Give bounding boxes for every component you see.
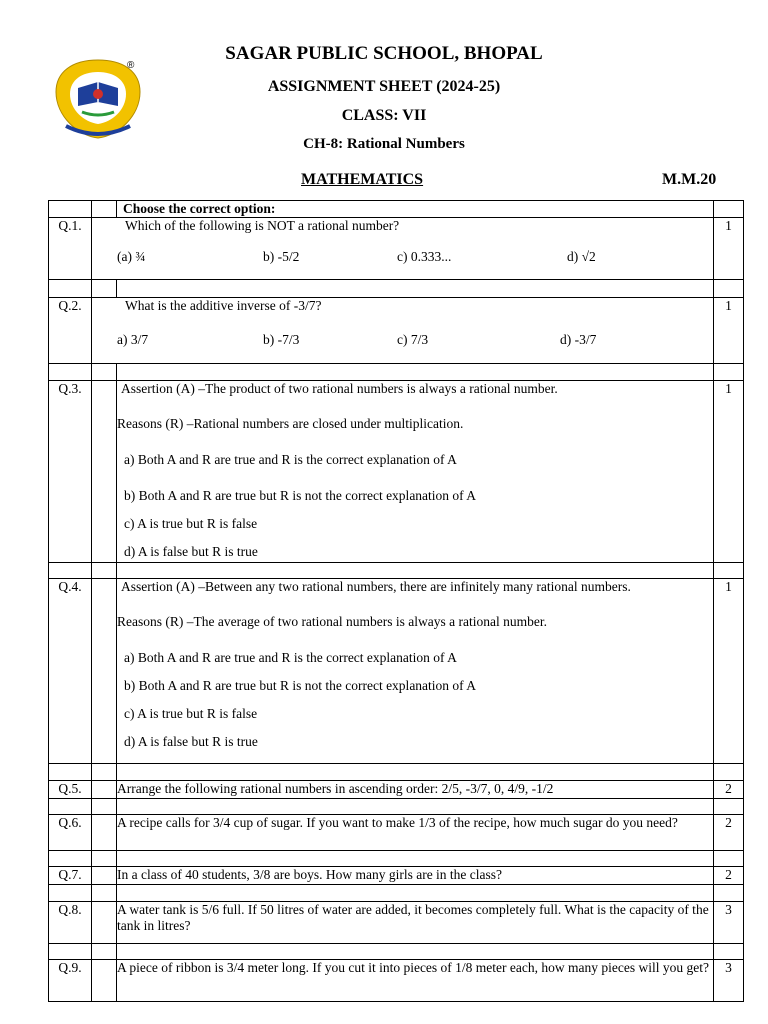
chapter-title: CH-8: Rational Numbers [303, 136, 465, 152]
spacer-row [49, 364, 744, 381]
reason-text: Reasons (R) –The average of two rational numbers is always a rational number. [117, 614, 547, 629]
spacer-row [49, 280, 744, 298]
question-text: A piece of ribbon is 3/4 meter long. If you cut it into pieces of 1/8 meter each, how many pieces will you get? [117, 960, 714, 1002]
question-number: Q.3. [49, 381, 92, 563]
choice-c: c) A is true but R is false [124, 706, 258, 721]
question-marks: 1 [714, 298, 744, 364]
option-c: c) 0.333... [397, 249, 452, 264]
spacer-row [49, 799, 744, 815]
option-a: (a) ¾ [117, 249, 146, 264]
assignment-title: ASSIGNMENT SHEET (2024-25) [267, 78, 501, 95]
option-a: a) 3/7 [117, 332, 149, 347]
subject-title: MATHEMATICS [301, 171, 424, 188]
question-marks: 2 [714, 815, 744, 851]
question-marks: 2 [714, 867, 744, 885]
reason-text: Reasons (R) –Rational numbers are closed under multiplication. [117, 416, 464, 431]
question-number: Q.9. [49, 960, 92, 1002]
choice-a: a) Both A and R are true and R is the correct explanation of A [124, 650, 457, 665]
spacer-row [49, 944, 744, 960]
question-number: Q.1. [49, 218, 92, 280]
assertion-text: Assertion (A) –The product of two rational numbers is always a rational number. [121, 381, 558, 396]
choice-d: d) A is false but R is true [124, 734, 258, 749]
registered-mark: ® [127, 60, 135, 71]
assertion-text: Assertion (A) –Between any two rational numbers, there are infinitely many rational numbers. [121, 579, 631, 594]
question-marks: 3 [714, 960, 744, 1002]
section-row [49, 201, 744, 218]
question-row-4 [49, 579, 744, 764]
section-label: Choose the correct option: [123, 201, 276, 216]
option-c: c) 7/3 [397, 332, 429, 347]
question-number: Q.7. [49, 867, 92, 885]
question-number: Q.2. [49, 298, 92, 364]
question-row-8 [49, 902, 744, 944]
question-row-2 [49, 298, 744, 364]
spacer-row [49, 764, 744, 781]
question-marks: 1 [714, 381, 744, 563]
question-marks: 1 [714, 218, 744, 280]
question-row-3 [49, 381, 744, 563]
question-text: A water tank is 5/6 full. If 50 litres of water are added, it becomes completely full. What is the capacity of the tank in litres? [117, 902, 714, 944]
question-number: Q.4. [49, 579, 92, 764]
question-text: What is the additive inverse of -3/7? [125, 298, 322, 313]
option-b: b) -7/3 [263, 332, 300, 347]
option-d: d) -3/7 [560, 332, 597, 347]
choice-c: c) A is true but R is false [124, 516, 258, 531]
option-b: b) -5/2 [263, 249, 300, 264]
question-marks: 3 [714, 902, 744, 944]
question-row-7 [49, 867, 744, 885]
question-text: Which of the following is NOT a rational number? [125, 218, 400, 233]
class-label: CLASS: VII [341, 107, 427, 124]
spacer-row [49, 885, 744, 902]
choice-d: d) A is false but R is true [124, 544, 258, 559]
question-row-1 [49, 218, 744, 280]
question-marks: 1 [714, 579, 744, 764]
school-name: SAGAR PUBLIC SCHOOL, BHOPAL [225, 43, 543, 64]
option-d: d) √2 [567, 249, 596, 264]
spacer-row [49, 851, 744, 867]
question-number: Q.6. [49, 815, 92, 851]
question-text: A recipe calls for 3/4 cup of sugar. If you want to make 1/3 of the recipe, how much sugar do you need? [117, 815, 714, 851]
question-row-6 [49, 815, 744, 851]
max-marks: M.M.20 [662, 171, 717, 188]
question-number: Q.5. [49, 781, 92, 799]
question-row-5 [49, 781, 744, 799]
spacer-row [49, 563, 744, 579]
question-text: In a class of 40 students, 3/8 are boys. How many girls are in the class? [117, 867, 714, 885]
question-marks: 2 [714, 781, 744, 799]
choice-b: b) Both A and R are true but R is not the correct explanation of A [124, 678, 477, 693]
question-text: Arrange the following rational numbers in ascending order: 2/5, -3/7, 0, 4/9, -1/2 [117, 781, 714, 799]
question-table [48, 200, 744, 1002]
question-row-9 [49, 960, 744, 1002]
choice-b: b) Both A and R are true but R is not the correct explanation of A [124, 488, 477, 503]
choice-a: a) Both A and R are true and R is the correct explanation of A [124, 452, 457, 467]
question-number: Q.8. [49, 902, 92, 944]
